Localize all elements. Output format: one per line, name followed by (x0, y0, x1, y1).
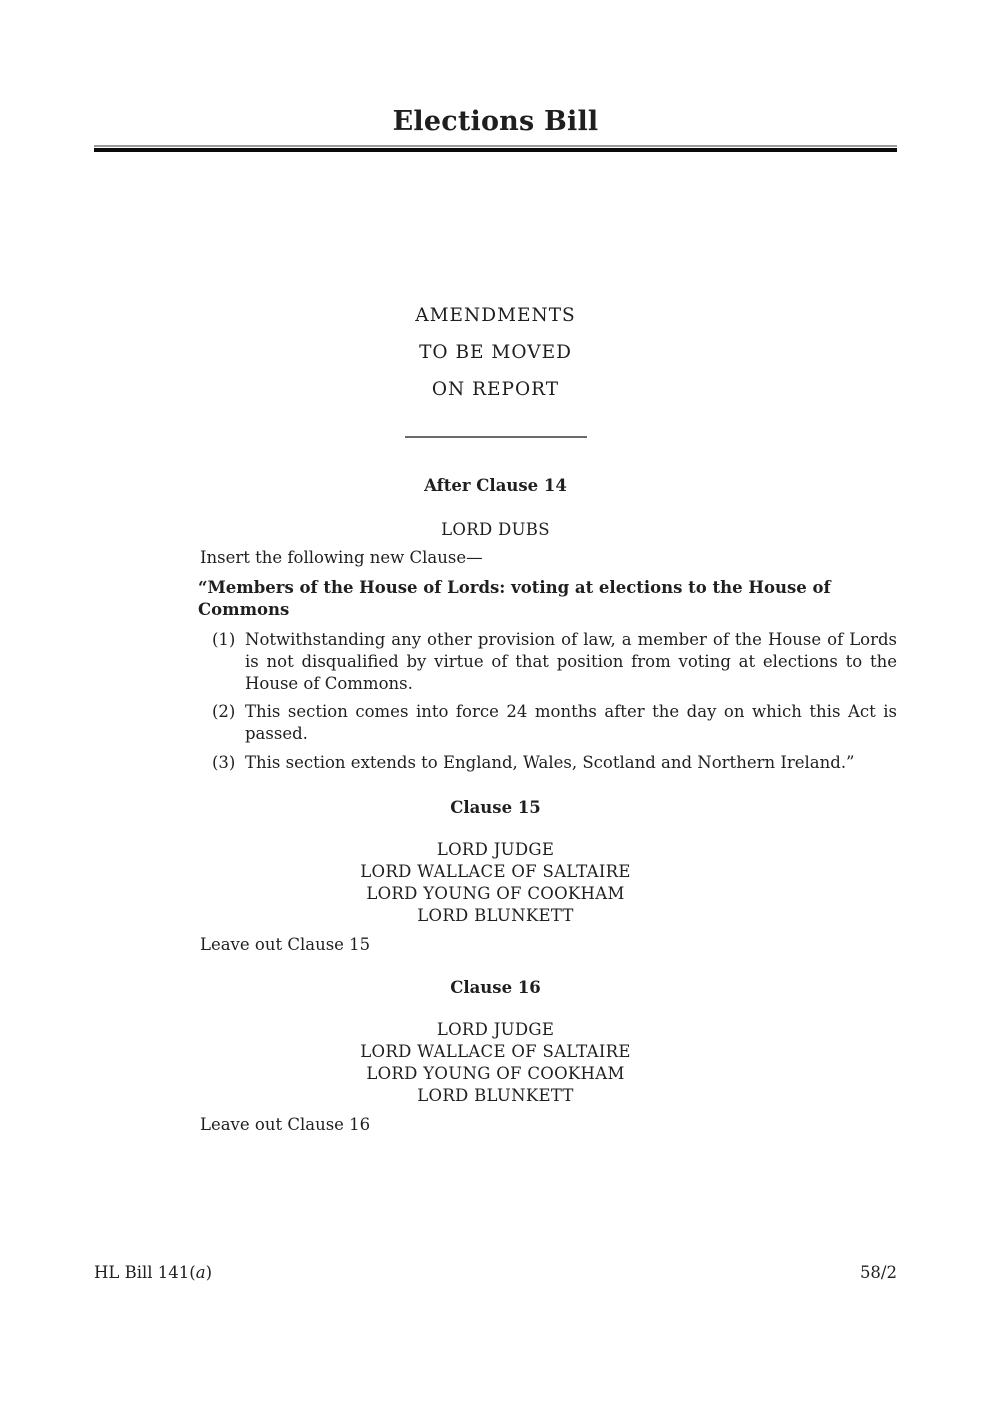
sponsor-name: LORD JUDGE (436, 1020, 555, 1039)
section-heading: After Clause 14 (424, 476, 567, 495)
title-rule-thick (94, 148, 897, 152)
new-clause-subsections (94, 629, 897, 774)
section-clause-16 (94, 977, 897, 1136)
subsection-item (94, 752, 897, 774)
page-reference: 58/2 (859, 1263, 897, 1282)
sponsor-name: LORD DUBS (441, 520, 550, 539)
page-title: Elections Bill (392, 106, 599, 137)
title-rule-thin (94, 145, 897, 147)
subsection-number: (3) (212, 753, 236, 772)
preamble (94, 305, 897, 401)
bill-reference (94, 1262, 212, 1284)
sponsor-name: LORD WALLACE OF SALTAIRE (360, 1042, 631, 1061)
subsection-number: (2) (212, 702, 236, 721)
preamble-line-amendments: AMENDMENTS (415, 305, 576, 326)
amendment-instruction: Leave out Clause 16 (200, 1115, 371, 1134)
bill-reference-suffix: ) (205, 1263, 213, 1282)
subsection-text: This section comes into force 24 months after the day on which this Act is passed. (245, 702, 897, 743)
page-footer (94, 1262, 897, 1284)
section-heading: Clause 15 (450, 798, 541, 817)
sponsor-name: LORD WALLACE OF SALTAIRE (360, 862, 631, 881)
subsection-number: (1) (212, 630, 236, 649)
page-content (94, 0, 897, 1136)
subsection-text: Notwithstanding any other provision of law, a member of the House of Lords is not disqualified by virtue of that position from voting at elections to the House of Commons. (245, 630, 897, 693)
sponsor-list (94, 519, 897, 541)
sponsor-list (94, 839, 897, 927)
sponsor-name: LORD BLUNKETT (417, 906, 574, 925)
new-clause-title: “Members of the House of Lords: voting at elections to the House of Commons (198, 578, 831, 619)
sponsor-list (94, 1019, 897, 1107)
sponsor-name: LORD BLUNKETT (417, 1086, 574, 1105)
sponsor-name: LORD YOUNG OF COOKHAM (366, 884, 625, 903)
sponsor-name: LORD JUDGE (436, 840, 555, 859)
preamble-line-to-be-moved: TO BE MOVED (419, 342, 572, 363)
subsection-item (94, 629, 897, 695)
amendment-instruction: Insert the following new Clause— (200, 548, 483, 567)
preamble-separator-rule (405, 436, 587, 438)
section-after-clause-14 (94, 475, 897, 774)
sponsor-name: LORD YOUNG OF COOKHAM (366, 1064, 625, 1083)
section-heading: Clause 16 (450, 978, 541, 997)
amendment-instruction: Leave out Clause 15 (200, 935, 371, 954)
preamble-line-on-report: ON REPORT (431, 379, 560, 400)
subsection-text: This section extends to England, Wales, Scotland and Northern Ireland.” (245, 753, 855, 772)
bill-reference-prefix: HL Bill 141( (94, 1263, 196, 1282)
subsection-item (94, 701, 897, 745)
section-clause-15 (94, 797, 897, 956)
bill-reference-italic: a (195, 1263, 206, 1282)
